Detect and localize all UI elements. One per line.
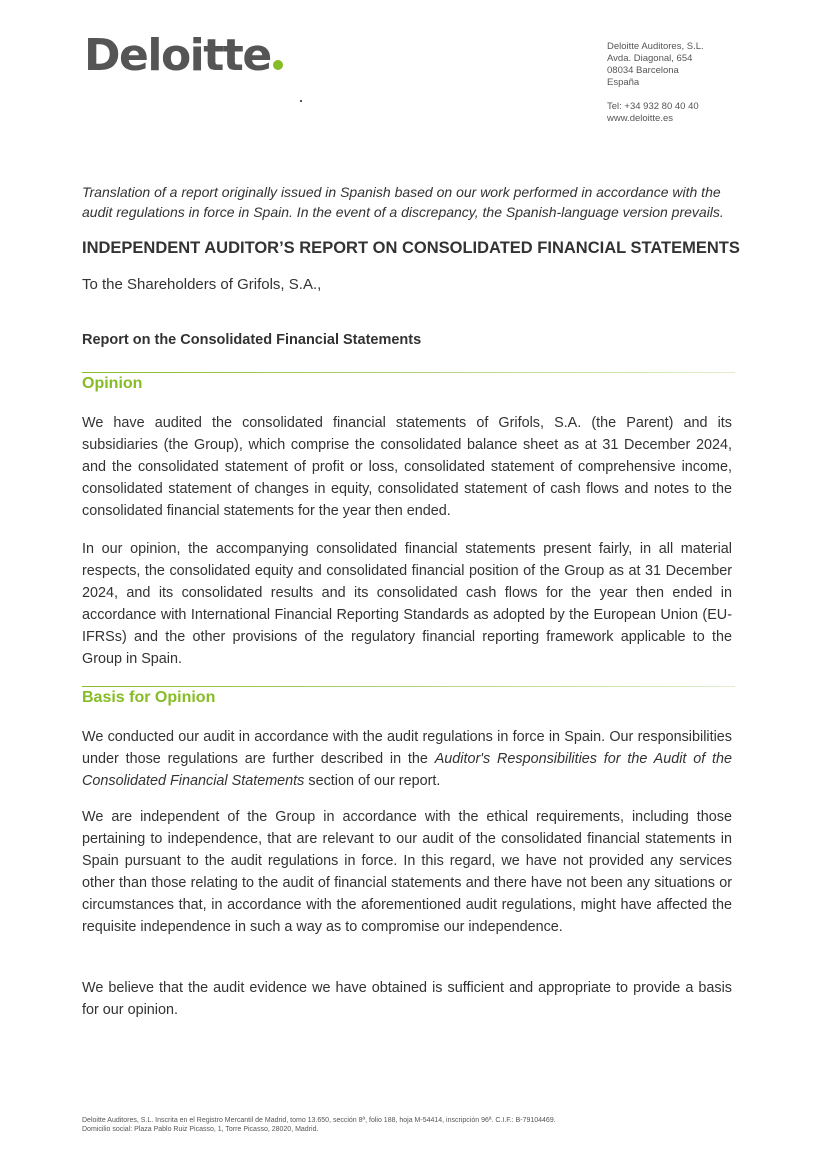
footer-line-1: Deloitte Auditores, S.L. Inscrita en el Registro Mercantil de Madrid, tomo 13.650, sección 8ª, folio 188, hoja M-54414, inscripción 96ª. C.I.F.: B-79104469. — [82, 1117, 556, 1124]
deloitte-logo — [84, 30, 283, 81]
firm-country: España — [607, 77, 640, 88]
firm-address-street: Avda. Diagonal, 654 — [607, 53, 693, 64]
firm-contact — [607, 101, 704, 125]
footer-line-2: Domicilio social: Plaza Pablo Ruiz Picasso, 1, Torre Picasso, 28020, Madrid. — [82, 1126, 319, 1133]
firm-web: www.deloitte.es — [607, 113, 674, 124]
basis-p1-end: section of our report. — [304, 773, 441, 789]
footer — [82, 1116, 556, 1134]
logo-dot-icon — [273, 60, 283, 70]
report-title: INDEPENDENT AUDITOR’S REPORT ON CONSOLIDATED FINANCIAL STATEMENTS — [82, 239, 740, 257]
basis-paragraph-1 — [82, 726, 732, 792]
opinion-heading: Opinion — [82, 375, 143, 392]
basis-paragraph-3: We believe that the audit evidence we have obtained is sufficient and appropriate to provide a basis for our opinion. — [82, 980, 732, 1018]
scan-speck — [300, 100, 302, 102]
opinion-paragraph-1: We have audited the consolidated financial statements of Grifols, S.A. (the Parent) and its subsidiaries (the Group), which comprise the consolidated balance sheet as at 31 December 2024, and the consolidated statement of profit or loss, consolidated statement of comprehensive income, consolidated statement of changes in equity, consolidated statement of cash flows and notes to the consolidated financial statements for the year then ended. — [82, 415, 732, 519]
firm-address-city: 08034 Barcelona — [607, 65, 679, 76]
opinion-rule — [82, 372, 735, 373]
firm-name: Deloitte Auditores, S.L. — [607, 41, 704, 52]
basis-p1-italic: Auditor's Responsibilities for the Audit of the Consolidated Financial Statements — [82, 751, 732, 789]
logo-text: Deloitte — [84, 30, 271, 81]
firm-info — [607, 41, 704, 125]
section-title: Report on the Consolidated Financial Statements — [82, 332, 422, 348]
firm-tel: Tel: +34 932 80 40 40 — [607, 101, 699, 112]
basis-paragraph-2: We are independent of the Group in accordance with the ethical requirements, including those pertaining to independence, that are relevant to our audit of the consolidated financial statements in Spain pursuant to the audit regulations in force. In this regard, we have not provided any services other than those relating to the audit of financial statements and there have not been any situations or circumstances that, in accordance with the aforementioned audit regulations, might have affected the requisite independence in such a way as to compromise our independence. — [82, 809, 732, 935]
translation-note: Translation of a report originally issued in Spanish based on our work performed in accordance with the audit regulations in force in Spain. In the event of a discrepancy, the Spanish-language version prevails. — [82, 184, 724, 220]
basis-rule — [82, 686, 735, 687]
addressee: To the Shareholders of Grifols, S.A., — [82, 276, 322, 293]
opinion-paragraph-2: In our opinion, the accompanying consolidated financial statements present fairly, in all material respects, the consolidated equity and consolidated financial position of the Group as at 31 December 2024, and its consolidated results and its consolidated cash flows for the year then ended in accordance with International Financial Reporting Standards as adopted by the European Union (EU-IFRSs) and the other provisions of the regulatory financial reporting framework applicable to the Group in Spain. — [82, 541, 732, 667]
basis-p1-start: We conducted our audit in accordance with the audit regulations in force in Spain. Our responsibilities under those regulations are further described in the — [82, 729, 732, 767]
basis-heading: Basis for Opinion — [82, 689, 216, 706]
